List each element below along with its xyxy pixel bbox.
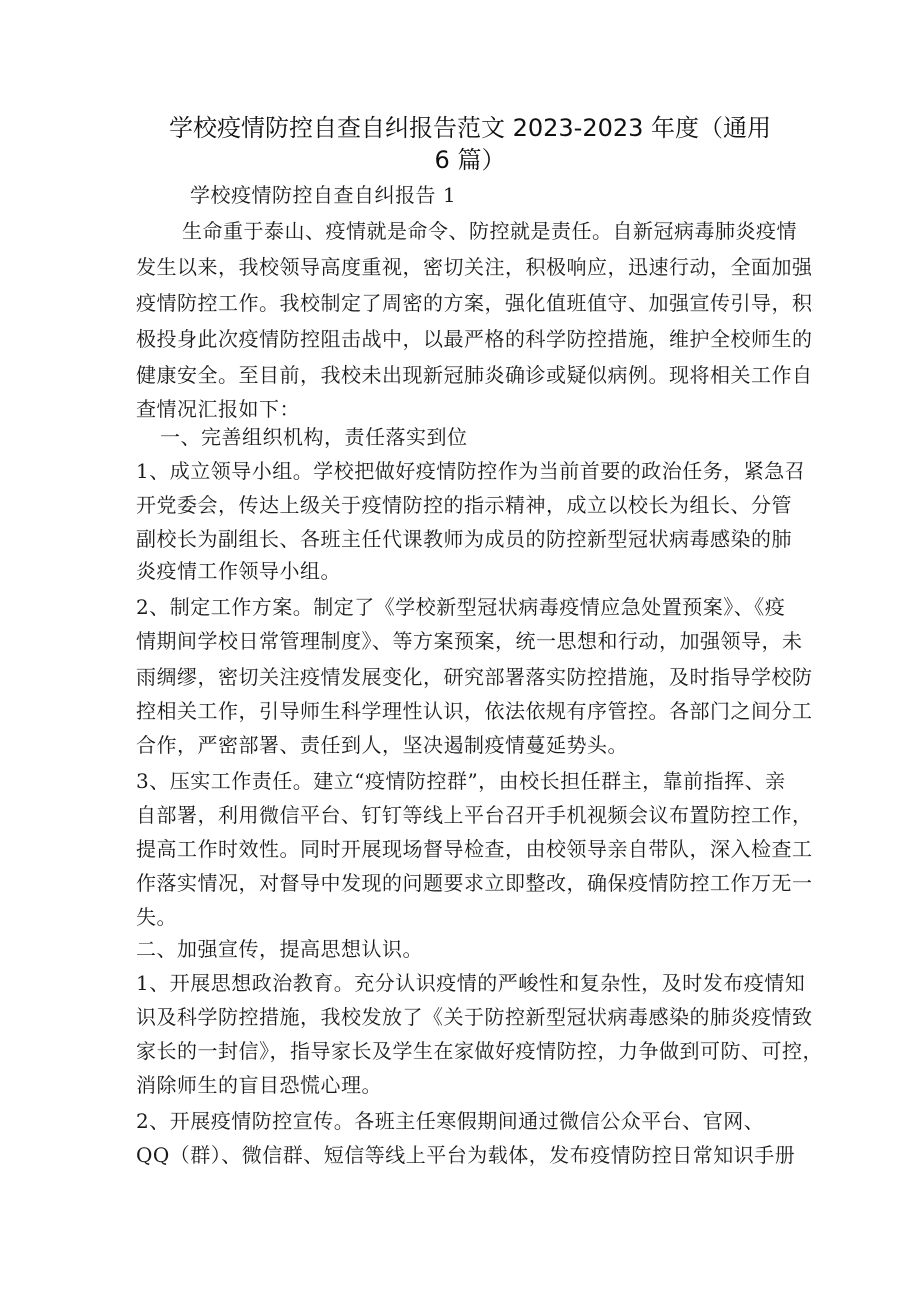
paragraph-line: 识及科学防控措施，我校发放了《关于防控新型冠状病毒感染的肺炎疫情致 [136,1005,813,1029]
paragraph-line: QQ（群）、微信群、短信等线上平台为载体，发布疫情防控日常知识手册 [136,1143,796,1167]
paragraph-line: 极投身此次疫情防控阻击战中，以最严格的科学防控措施，维护全校师生的 [136,327,813,351]
paragraph-line: 提高工作时效性。同时开展现场督导检查，由校领导亲自带队，深入检查工 [136,837,813,861]
paragraph-line: 家长的一封信》，指导家长及学生在家做好疫情防控，力争做到可防、可控， [136,1039,823,1063]
paragraph-line: 3、压实工作责任。建立“疫情防控群”，由校长担任群主，靠前指挥、亲 [136,769,786,793]
paragraph-line: 2、开展疫情防控宣传。各班主任寒假期间通过微信公众平台、官网、 [136,1109,765,1133]
paragraph-line: 控相关工作，引导师生科学理性认识，依法依规有序管控。各部门之间分工 [136,699,813,723]
paragraph-line: 自部署，利用微信平台、钉钉等线上平台召开手机视频会议布置防控工作， [136,803,813,827]
paragraph-line: 查情况汇报如下： [136,397,300,421]
section-heading: 二、加强宣传，提高思想认识。 [136,937,423,961]
section-heading: 一、完善组织机构，责任落实到位 [160,425,468,449]
paragraph-line: 失。 [136,905,177,929]
paragraph-line: 副校长为副组长、各班主任代课教师为成员的防控新型冠状病毒感染的肺 [136,527,792,551]
paragraph-line: 健康安全。至目前，我校未出现新冠肺炎确诊或疑似病例。现将相关工作自 [136,363,813,387]
paragraph-line: 疫情防控工作。我校制定了周密的方案，强化值班值守、加强宣传引导，积 [136,291,813,315]
paragraph-line: 1、开展思想政治教育。充分认识疫情的严峻性和复杂性，及时发布疫情知 [136,971,806,995]
document-title-line-1: 学校疫情防控自查自纠报告范文 2023-2023 年度（通用 [168,114,772,142]
paragraph-line: 情期间学校日常管理制度》、等方案预案，统一思想和行动，加强领导，未 [136,629,803,653]
document-title-line-2: 6 篇） [434,146,506,174]
paragraph-line: 发生以来，我校领导高度重视，密切关注，积极响应，迅速行动，全面加强 [136,255,813,279]
paragraph-line: 生命重于泰山、疫情就是命令、防控就是责任。自新冠病毒肺炎疫情 [182,219,797,243]
paragraph-line: 雨绸缪，密切关注疫情发展变化，研究部署落实防控措施，及时指导学校防 [136,665,813,689]
paragraph-line: 消除师生的盲目恐慌心理。 [136,1073,382,1097]
paragraph-line: 2、制定工作方案。制定了《学校新型冠状病毒疫情应急处置预案》、《疫 [136,595,786,619]
paragraph-line: 作落实情况，对督导中发现的问题要求立即整改，确保疫情防控工作万无一 [136,871,813,895]
document-subtitle: 学校疫情防控自查自纠报告 1 [190,183,457,207]
paragraph-line: 炎疫情工作领导小组。 [136,559,341,583]
paragraph-line: 合作，严密部署、责任到人，坚决遏制疫情蔓延势头。 [136,733,628,757]
paragraph-line: 开党委会，传达上级关于疫情防控的指示精神，成立以校长为组长、分管 [136,493,792,517]
paragraph-line: 1、成立领导小组。学校把做好疫情防控作为当前首要的政治任务，紧急召 [136,459,806,483]
